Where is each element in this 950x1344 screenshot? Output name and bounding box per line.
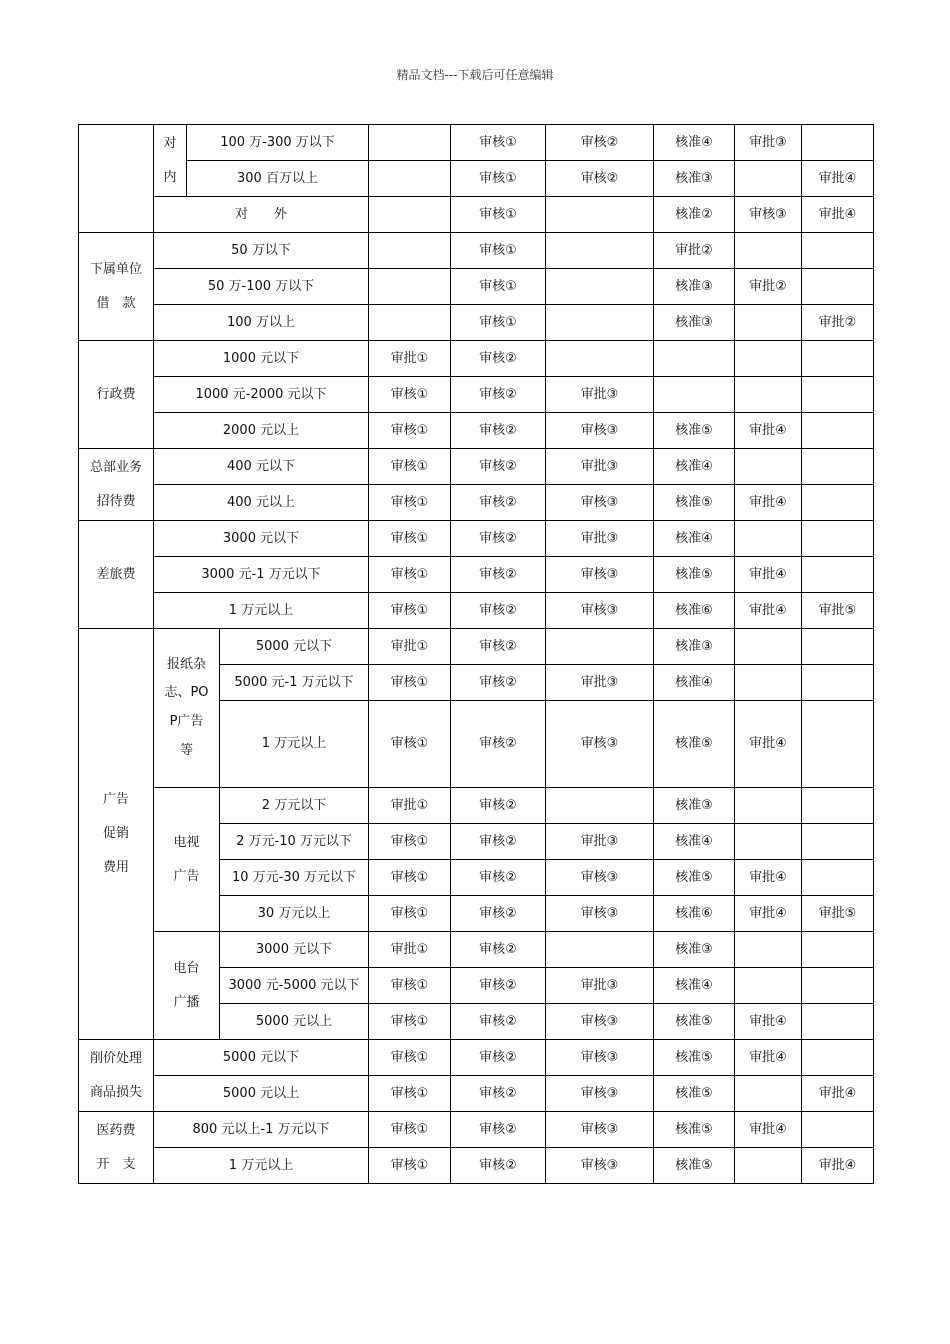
table-row — [79, 932, 874, 968]
step-cell: 核准⑤ — [654, 860, 735, 896]
step-cell: 审批④ — [802, 1148, 874, 1184]
step-cell: 审批③ — [546, 521, 654, 557]
step-cell: 审批③ — [546, 377, 654, 413]
subcategory-cell: 对 内 — [154, 125, 187, 197]
condition-cell: 3000 元以下 — [154, 521, 369, 557]
step-cell — [802, 413, 874, 449]
table-row — [79, 593, 874, 629]
step-cell: 审批① — [369, 788, 451, 824]
step-cell: 审核① — [451, 125, 546, 161]
step-cell: 核准③ — [654, 932, 735, 968]
step-cell: 审核① — [369, 1076, 451, 1112]
step-cell: 审核① — [451, 161, 546, 197]
condition-cell: 100 万以上 — [154, 305, 369, 341]
step-cell: 核准⑤ — [654, 1148, 735, 1184]
table-row — [79, 1148, 874, 1184]
step-cell: 审核① — [369, 1040, 451, 1076]
step-cell — [369, 161, 451, 197]
step-cell: 审核① — [369, 557, 451, 593]
step-cell — [802, 521, 874, 557]
step-cell: 审核③ — [546, 1148, 654, 1184]
table-row — [79, 521, 874, 557]
condition-cell: 2 万元以下 — [220, 788, 369, 824]
condition-cell: 3000 元-1 万元以下 — [154, 557, 369, 593]
step-cell: 核准⑤ — [654, 1004, 735, 1040]
step-cell — [802, 125, 874, 161]
step-cell — [735, 449, 802, 485]
table-row — [79, 1040, 874, 1076]
step-cell — [546, 305, 654, 341]
subcategory-cell: 报纸杂 志、PO P广告 等 — [154, 629, 220, 788]
step-cell: 审批④ — [802, 197, 874, 233]
step-cell: 审核② — [451, 824, 546, 860]
step-cell: 审批② — [802, 305, 874, 341]
step-cell: 审批③ — [546, 824, 654, 860]
table-row — [79, 788, 874, 824]
subcategory-cell: 电视 广告 — [154, 788, 220, 932]
step-cell — [802, 449, 874, 485]
step-cell: 核准⑤ — [654, 1040, 735, 1076]
step-cell: 审核① — [369, 377, 451, 413]
step-cell — [802, 968, 874, 1004]
step-cell: 审批④ — [735, 1040, 802, 1076]
step-cell: 核准④ — [654, 968, 735, 1004]
category-cell: 医药费 开 支 — [79, 1112, 154, 1184]
step-cell: 核准④ — [654, 824, 735, 860]
step-cell: 核准⑤ — [654, 413, 735, 449]
table-row — [79, 305, 874, 341]
step-cell — [654, 341, 735, 377]
condition-cell: 2 万元-10 万元以下 — [220, 824, 369, 860]
step-cell: 审批③ — [546, 665, 654, 701]
step-cell — [735, 521, 802, 557]
step-cell — [802, 341, 874, 377]
condition-cell: 5000 元以下 — [220, 629, 369, 665]
step-cell: 审核② — [451, 1040, 546, 1076]
step-cell: 审核② — [451, 593, 546, 629]
condition-cell: 3000 元以下 — [220, 932, 369, 968]
step-cell: 审批④ — [735, 413, 802, 449]
step-cell — [546, 233, 654, 269]
step-cell: 审批② — [654, 233, 735, 269]
step-cell: 审批⑤ — [802, 896, 874, 932]
condition-cell: 1 万元以上 — [154, 1148, 369, 1184]
step-cell: 核准⑤ — [654, 701, 735, 788]
step-cell: 核准⑤ — [654, 557, 735, 593]
step-cell — [735, 932, 802, 968]
step-cell — [802, 1004, 874, 1040]
table-row — [79, 233, 874, 269]
table-row — [79, 1076, 874, 1112]
table-row — [79, 449, 874, 485]
table-row — [79, 629, 874, 665]
step-cell: 审核① — [451, 269, 546, 305]
step-cell: 审核② — [451, 485, 546, 521]
step-cell: 核准④ — [654, 521, 735, 557]
step-cell — [735, 1148, 802, 1184]
step-cell: 核准⑤ — [654, 485, 735, 521]
step-cell: 审核② — [451, 1112, 546, 1148]
table-row — [79, 197, 874, 233]
step-cell — [802, 824, 874, 860]
condition-cell: 400 元以上 — [154, 485, 369, 521]
step-cell: 审批④ — [735, 485, 802, 521]
step-cell — [735, 788, 802, 824]
step-cell — [369, 125, 451, 161]
step-cell: 审核② — [451, 665, 546, 701]
step-cell: 审核③ — [546, 701, 654, 788]
step-cell: 审核② — [451, 1148, 546, 1184]
step-cell: 审核② — [451, 968, 546, 1004]
condition-cell: 5000 元以上 — [220, 1004, 369, 1040]
condition-cell: 对 外 — [154, 197, 369, 233]
condition-cell: 1 万元以上 — [220, 701, 369, 788]
step-cell — [735, 824, 802, 860]
step-cell: 审核① — [369, 824, 451, 860]
category-cell: 总部业务 招待费 — [79, 449, 154, 521]
step-cell: 核准④ — [654, 665, 735, 701]
step-cell: 审核① — [451, 233, 546, 269]
step-cell: 核准④ — [654, 125, 735, 161]
step-cell — [369, 233, 451, 269]
page-header: 精品文档---下载后可任意编辑 — [396, 68, 554, 82]
step-cell: 审核① — [369, 1004, 451, 1040]
step-cell: 审核① — [369, 593, 451, 629]
table-row — [79, 269, 874, 305]
step-cell: 审核③ — [546, 1112, 654, 1148]
step-cell: 审批③ — [546, 968, 654, 1004]
table-row — [79, 1112, 874, 1148]
step-cell: 审核② — [451, 932, 546, 968]
step-cell: 审核③ — [546, 413, 654, 449]
step-cell — [802, 860, 874, 896]
step-cell: 核准④ — [654, 449, 735, 485]
condition-cell: 1000 元以下 — [154, 341, 369, 377]
step-cell — [735, 233, 802, 269]
category-cell: 行政费 — [79, 341, 154, 449]
step-cell — [802, 1040, 874, 1076]
step-cell: 核准⑤ — [654, 1112, 735, 1148]
table-row — [79, 161, 874, 197]
step-cell — [735, 1076, 802, 1112]
table-row — [79, 377, 874, 413]
step-cell: 审核① — [369, 521, 451, 557]
step-cell: 审核② — [451, 557, 546, 593]
condition-cell: 2000 元以上 — [154, 413, 369, 449]
step-cell — [802, 485, 874, 521]
step-cell: 审核② — [546, 161, 654, 197]
step-cell: 审核② — [451, 701, 546, 788]
step-cell — [735, 968, 802, 1004]
step-cell: 审核① — [369, 665, 451, 701]
step-cell: 审核② — [451, 341, 546, 377]
condition-cell: 50 万以下 — [154, 233, 369, 269]
step-cell — [735, 665, 802, 701]
step-cell: 审核② — [451, 629, 546, 665]
step-cell: 审核② — [451, 1076, 546, 1112]
category-cell: 差旅费 — [79, 521, 154, 629]
step-cell: 核准③ — [654, 629, 735, 665]
step-cell: 审核① — [369, 701, 451, 788]
condition-cell: 100 万-300 万以下 — [187, 125, 369, 161]
step-cell: 审核① — [369, 1148, 451, 1184]
condition-cell: 1 万元以上 — [154, 593, 369, 629]
step-cell — [546, 269, 654, 305]
condition-cell: 1000 元-2000 元以下 — [154, 377, 369, 413]
step-cell: 审批④ — [735, 701, 802, 788]
step-cell: 审核① — [369, 449, 451, 485]
step-cell: 审批④ — [802, 161, 874, 197]
step-cell: 审核① — [369, 896, 451, 932]
step-cell: 审批④ — [735, 557, 802, 593]
condition-cell: 50 万-100 万以下 — [154, 269, 369, 305]
step-cell: 审核③ — [546, 860, 654, 896]
step-cell — [735, 305, 802, 341]
step-cell: 核准③ — [654, 269, 735, 305]
category-cell: 广告 促销 费用 — [79, 629, 154, 1040]
step-cell: 审批② — [735, 269, 802, 305]
step-cell: 审核① — [369, 860, 451, 896]
step-cell: 审批④ — [735, 1004, 802, 1040]
step-cell — [546, 629, 654, 665]
category-cell: 削价处理 商品损失 — [79, 1040, 154, 1112]
step-cell — [802, 788, 874, 824]
step-cell: 审核① — [369, 1112, 451, 1148]
condition-cell: 5000 元-1 万元以下 — [220, 665, 369, 701]
step-cell — [802, 629, 874, 665]
condition-cell: 30 万元以上 — [220, 896, 369, 932]
step-cell: 审批④ — [735, 860, 802, 896]
step-cell: 审核② — [451, 521, 546, 557]
table-row — [79, 341, 874, 377]
condition-cell: 5000 元以上 — [154, 1076, 369, 1112]
subcategory-cell: 电台 广播 — [154, 932, 220, 1040]
step-cell: 审核② — [451, 788, 546, 824]
step-cell: 审批⑤ — [802, 593, 874, 629]
table-row — [79, 413, 874, 449]
step-cell: 核准③ — [654, 305, 735, 341]
step-cell: 审核① — [369, 968, 451, 1004]
step-cell: 审核② — [451, 896, 546, 932]
step-cell: 审核③ — [546, 1040, 654, 1076]
step-cell: 核准⑥ — [654, 896, 735, 932]
step-cell: 核准③ — [654, 161, 735, 197]
step-cell: 审核③ — [546, 1004, 654, 1040]
step-cell: 审核③ — [735, 197, 802, 233]
step-cell — [802, 701, 874, 788]
step-cell: 审批④ — [735, 1112, 802, 1148]
step-cell — [735, 377, 802, 413]
step-cell — [735, 629, 802, 665]
step-cell — [802, 665, 874, 701]
step-cell: 审核③ — [546, 557, 654, 593]
step-cell — [546, 197, 654, 233]
condition-cell: 10 万元-30 万元以下 — [220, 860, 369, 896]
step-cell: 核准② — [654, 197, 735, 233]
category-cell: 下属单位 借 款 — [79, 233, 154, 341]
step-cell: 审核① — [369, 485, 451, 521]
step-cell: 审核① — [451, 197, 546, 233]
condition-cell: 300 百万以上 — [187, 161, 369, 197]
step-cell — [802, 269, 874, 305]
step-cell: 审核③ — [546, 1076, 654, 1112]
step-cell — [802, 1112, 874, 1148]
step-cell — [802, 233, 874, 269]
step-cell: 审核② — [451, 413, 546, 449]
step-cell: 审批③ — [546, 449, 654, 485]
step-cell — [802, 932, 874, 968]
step-cell — [735, 161, 802, 197]
step-cell: 审核② — [451, 449, 546, 485]
step-cell — [369, 269, 451, 305]
step-cell: 审批① — [369, 932, 451, 968]
step-cell: 审核② — [451, 1004, 546, 1040]
step-cell: 审核② — [451, 377, 546, 413]
step-cell — [546, 788, 654, 824]
step-cell: 审核① — [451, 305, 546, 341]
category-cell — [79, 125, 154, 233]
step-cell: 审批③ — [735, 125, 802, 161]
step-cell: 审批① — [369, 629, 451, 665]
step-cell: 核准⑥ — [654, 593, 735, 629]
table-row — [79, 557, 874, 593]
step-cell: 核准③ — [654, 788, 735, 824]
step-cell — [369, 305, 451, 341]
step-cell — [802, 377, 874, 413]
step-cell: 审核② — [546, 125, 654, 161]
step-cell: 审批④ — [735, 896, 802, 932]
step-cell: 审批④ — [802, 1076, 874, 1112]
table-row — [79, 485, 874, 521]
step-cell: 审核② — [451, 860, 546, 896]
step-cell — [735, 341, 802, 377]
step-cell — [802, 557, 874, 593]
step-cell: 核准⑤ — [654, 1076, 735, 1112]
step-cell — [546, 932, 654, 968]
condition-cell: 3000 元-5000 元以下 — [220, 968, 369, 1004]
step-cell: 审核③ — [546, 485, 654, 521]
condition-cell: 800 元以上-1 万元以下 — [154, 1112, 369, 1148]
step-cell: 审核③ — [546, 896, 654, 932]
step-cell — [654, 377, 735, 413]
approval-table — [78, 124, 874, 1184]
step-cell: 审核① — [369, 413, 451, 449]
condition-cell: 5000 元以下 — [154, 1040, 369, 1076]
step-cell: 审核③ — [546, 593, 654, 629]
condition-cell: 400 元以下 — [154, 449, 369, 485]
step-cell — [546, 341, 654, 377]
step-cell — [369, 197, 451, 233]
table-row — [79, 125, 874, 161]
step-cell: 审批① — [369, 341, 451, 377]
step-cell: 审批④ — [735, 593, 802, 629]
